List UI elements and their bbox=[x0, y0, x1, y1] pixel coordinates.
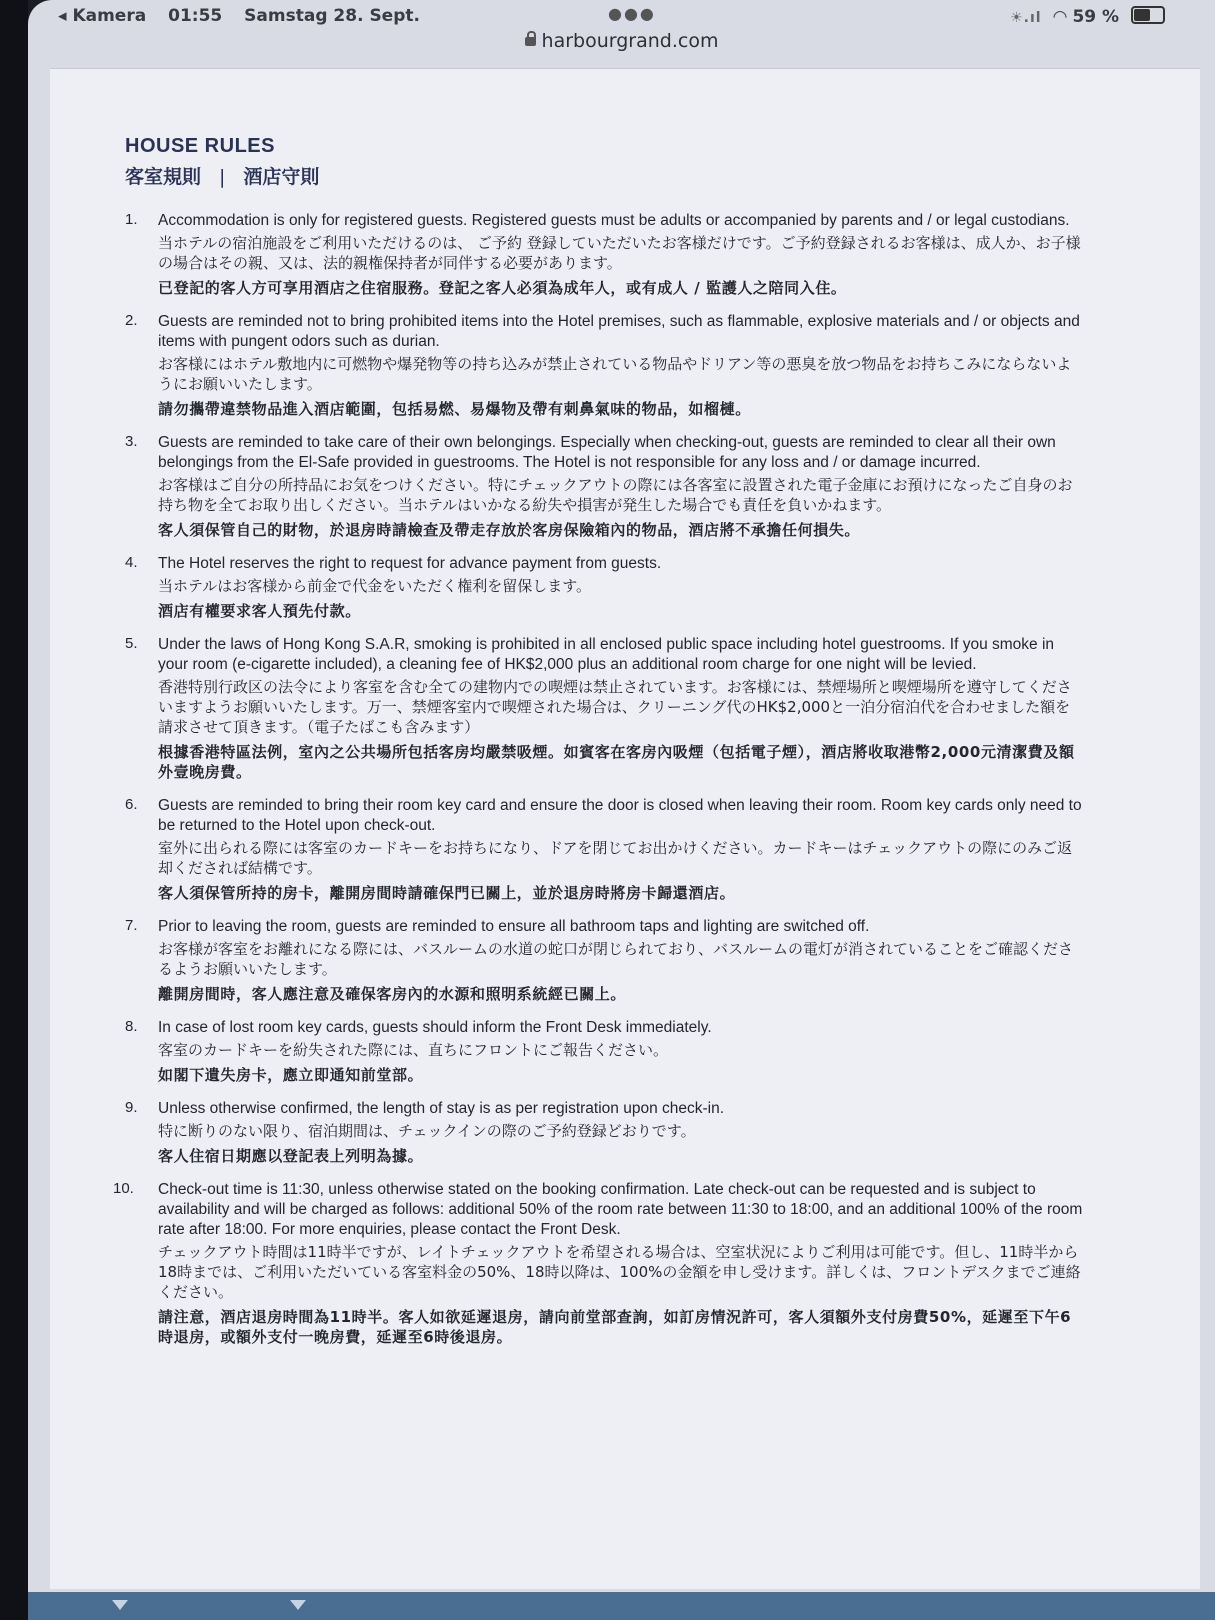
rule-text-ja: 室外に出られる際には客室のカードキーをお持ちになり、ドアを閉じてお出かけください。カードキーはチェックアウトの際にのみご返却くだされば結構です。 bbox=[158, 839, 1073, 877]
wifi-icon: ◠ bbox=[1053, 7, 1067, 27]
rule-item-8 bbox=[125, 1018, 1085, 1085]
rule-number: 3. bbox=[125, 433, 138, 450]
multitasking-dots-icon[interactable]: ●●● bbox=[608, 4, 656, 23]
cellular-signal-icon: ☀.ıl bbox=[1010, 10, 1042, 26]
address-bar[interactable] bbox=[28, 30, 1215, 64]
rule-item-6 bbox=[125, 796, 1085, 903]
rule-number: 6. bbox=[125, 796, 138, 813]
rule-text-en: In case of lost room key cards, guests should inform the Front Desk immediately. bbox=[158, 1019, 712, 1036]
rule-item-7 bbox=[125, 917, 1085, 1004]
web-page bbox=[50, 68, 1200, 1589]
rule-text-zh: 根據香港特區法例，室內之公共場所包括客房均嚴禁吸煙。如賓客在客房內吸煙（包括電子煙），酒店將收取港幣2,000元清潔費及額外壹晚房費。 bbox=[158, 743, 1075, 781]
rule-text-zh: 請勿攜帶違禁物品進入酒店範圍，包括易燃、易爆物及帶有刺鼻氣味的物品，如榴槤。 bbox=[158, 400, 751, 418]
rule-text-ja: 香港特別行政区の法令により客室を含む全ての建物内での喫煙は禁止されています。お客様には、禁煙場所と喫煙場所を遵守してくださいますようお願いいたします。万一、禁煙客室内で喫煙された場合は、クリーニング代のHK$2,000と一泊分宿泊代を合わせました額を請求させて頂きます。（電子たばこも含みます） bbox=[158, 678, 1072, 736]
rule-number: 1. bbox=[125, 211, 138, 228]
subtitle-ja: 客室規則 bbox=[125, 166, 202, 188]
rule-text-ja: お客様が客室をお離れになる際には、バスルームの水道の蛇口が閉じられており、バスルームの電灯が消されていることをご確認くださるようお願いいたします。 bbox=[158, 940, 1074, 978]
rule-item-3 bbox=[125, 433, 1085, 540]
rule-text-zh: 如閣下遺失房卡，應立即通知前堂部。 bbox=[158, 1066, 424, 1084]
battery-icon bbox=[1131, 6, 1165, 24]
status-date: Samstag 28. Sept. bbox=[244, 6, 420, 26]
rule-item-1 bbox=[125, 211, 1085, 298]
rule-number: 9. bbox=[125, 1099, 138, 1116]
back-to-app-link[interactable]: ◂ Kamera bbox=[58, 6, 147, 26]
rule-text-ja: チェックアウト時間は11時半ですが、レイトチェックアウトを希望される場合は、空室状況によりご利用は可能です。但し、11時半から18時までは、ご利用いただいている客室料金の50%、18時以降は、100%の金額を申し受けます。詳しくは、フロントデスクまでご連絡ください。 bbox=[158, 1243, 1081, 1301]
subtitle-zh: 酒店守則 bbox=[243, 166, 320, 188]
rule-text-zh: 客人住宿日期應以登記表上列明為據。 bbox=[158, 1147, 424, 1165]
bottom-toolbar bbox=[28, 1592, 1215, 1620]
rule-number: 5. bbox=[125, 635, 138, 652]
rule-text-en: Accommodation is only for registered guests. Registered guests must be adults or accompanied by parents and / or legal custodians. bbox=[158, 212, 1070, 229]
rule-text-zh: 酒店有權要求客人預先付款。 bbox=[158, 602, 361, 620]
rule-item-4 bbox=[125, 554, 1085, 621]
rule-item-10 bbox=[113, 1180, 1085, 1347]
page-title: HOUSE RULES bbox=[125, 135, 275, 157]
subtitle-separator: | bbox=[219, 166, 226, 188]
rule-item-5 bbox=[125, 635, 1085, 782]
rule-text-en: Check-out time is 11:30, unless otherwise stated on the booking confirmation. Late check-out can be requested and is subject to availability and will be charged as follows: additional 50% of the room rate between 11:30 to 18:00, and an additional 100% of the room rate after 18:00. For more enquiries, please contact the Front Desk. bbox=[158, 1181, 1083, 1238]
rule-text-ja: お客様はご自分の所持品にお気をつけください。特にチェックアウトの際には各客室に設置された電子金庫にお預けになったご自身のお持ち物を全てお取り出しください。当ホテルはいかなる紛失や損害が発生した場合でも責任を負いかねます。 bbox=[158, 476, 1073, 514]
rule-text-ja: お客様にはホテル敷地内に可燃物や爆発物等の持ち込みが禁止されている物品やドリアン等の悪臭を放つ物品をお持ちこみにならないようにお願いいたします。 bbox=[158, 355, 1072, 393]
rules-list bbox=[113, 211, 1085, 1347]
rule-number: 8. bbox=[125, 1018, 138, 1035]
page-subtitle bbox=[125, 162, 1085, 189]
rule-text-ja: 当ホテルはお客様から前金で代金をいただく権利を留保します。 bbox=[158, 577, 592, 595]
rule-text-en: Unless otherwise confirmed, the length of stay is as per registration upon check-in. bbox=[158, 1100, 725, 1117]
rule-item-2 bbox=[125, 312, 1085, 419]
device-bezel bbox=[0, 0, 28, 1620]
rule-number: 7. bbox=[125, 917, 138, 934]
rule-number: 2. bbox=[125, 312, 138, 329]
rule-text-ja: 当ホテルの宿泊施設をご利用いただけるのは、 ご予約 登録していただいたお客様だけです。ご予約登録されるお客様は、成人か、お子様の場合はその親、又は、法的親権保持者が同伴する必要があります。 bbox=[158, 234, 1081, 272]
lock-icon bbox=[525, 37, 536, 46]
rule-text-zh: 離開房間時，客人應注意及確保客房內的水源和照明系統經已關上。 bbox=[158, 985, 627, 1003]
rule-text-zh: 已登記的客人方可享用酒店之住宿服務。登記之客人必須為成年人，或有成人 / 監護人之陪同入住。 bbox=[158, 279, 847, 297]
toolbar-arrow-icon[interactable] bbox=[112, 1600, 128, 1610]
url-text[interactable]: harbourgrand.com bbox=[541, 30, 719, 52]
battery-percent: 59 % bbox=[1072, 7, 1120, 27]
house-rules-content bbox=[113, 135, 1085, 1361]
rule-text-en: Guests are reminded not to bring prohibited items into the Hotel premises, such as flammable, explosive materials and / or objects and items with pungent odors such as durian. bbox=[158, 313, 1080, 350]
rule-text-zh: 請注意，酒店退房時間為11時半。客人如欲延遲退房，請向前堂部查詢，如訂房情況許可，客人須額外支付房費50%，延遲至下午6時退房，或額外支付一晚房費，延遲至6時後退房。 bbox=[158, 1308, 1072, 1346]
rule-item-9 bbox=[125, 1099, 1085, 1166]
rule-text-ja: 特に断りのない限り、宿泊期間は、チェックインの際のご予約登録どおりです。 bbox=[158, 1122, 696, 1140]
rule-text-zh: 客人須保管所持的房卡，離開房間時請確保門已關上，並於退房時將房卡歸還酒店。 bbox=[158, 884, 736, 902]
status-time: 01:55 bbox=[168, 6, 223, 26]
rule-text-en: Guests are reminded to bring their room key card and ensure the door is closed when leaving their room. Room key cards only need to be returned to the Hotel upon check-out. bbox=[158, 797, 1082, 834]
toolbar-arrow-icon[interactable] bbox=[290, 1600, 306, 1610]
rule-number: 10. bbox=[113, 1180, 134, 1197]
rule-text-en: Under the laws of Hong Kong S.A.R, smoking is prohibited in all enclosed public space including hotel guestrooms. If you smoke in your room (e-cigarette included), a cleaning fee of HK$2,000 plus an additional room charge for one night will be levied. bbox=[158, 636, 1055, 673]
status-bar bbox=[28, 0, 1215, 30]
rule-text-zh: 客人須保管自己的財物，於退房時請檢查及帶走存放於客房保險箱內的物品，酒店將不承擔任何損失。 bbox=[158, 521, 861, 539]
rule-text-ja: 客室のカードキーを紛失された際には、直ちにフロントにご報告ください。 bbox=[158, 1041, 669, 1059]
rule-text-en: Guests are reminded to take care of their own belongings. Especially when checking-out, guests are reminded to clear all their own belongings from the El-Safe provided in guestrooms. The Hotel is not responsible for any loss and / or damage incurred. bbox=[158, 434, 1056, 471]
rule-text-en: The Hotel reserves the right to request for advance payment from guests. bbox=[158, 555, 662, 572]
tablet-screen bbox=[28, 0, 1215, 1620]
rule-number: 4. bbox=[125, 554, 138, 571]
rule-text-en: Prior to leaving the room, guests are reminded to ensure all bathroom taps and lighting are switched off. bbox=[158, 918, 870, 935]
